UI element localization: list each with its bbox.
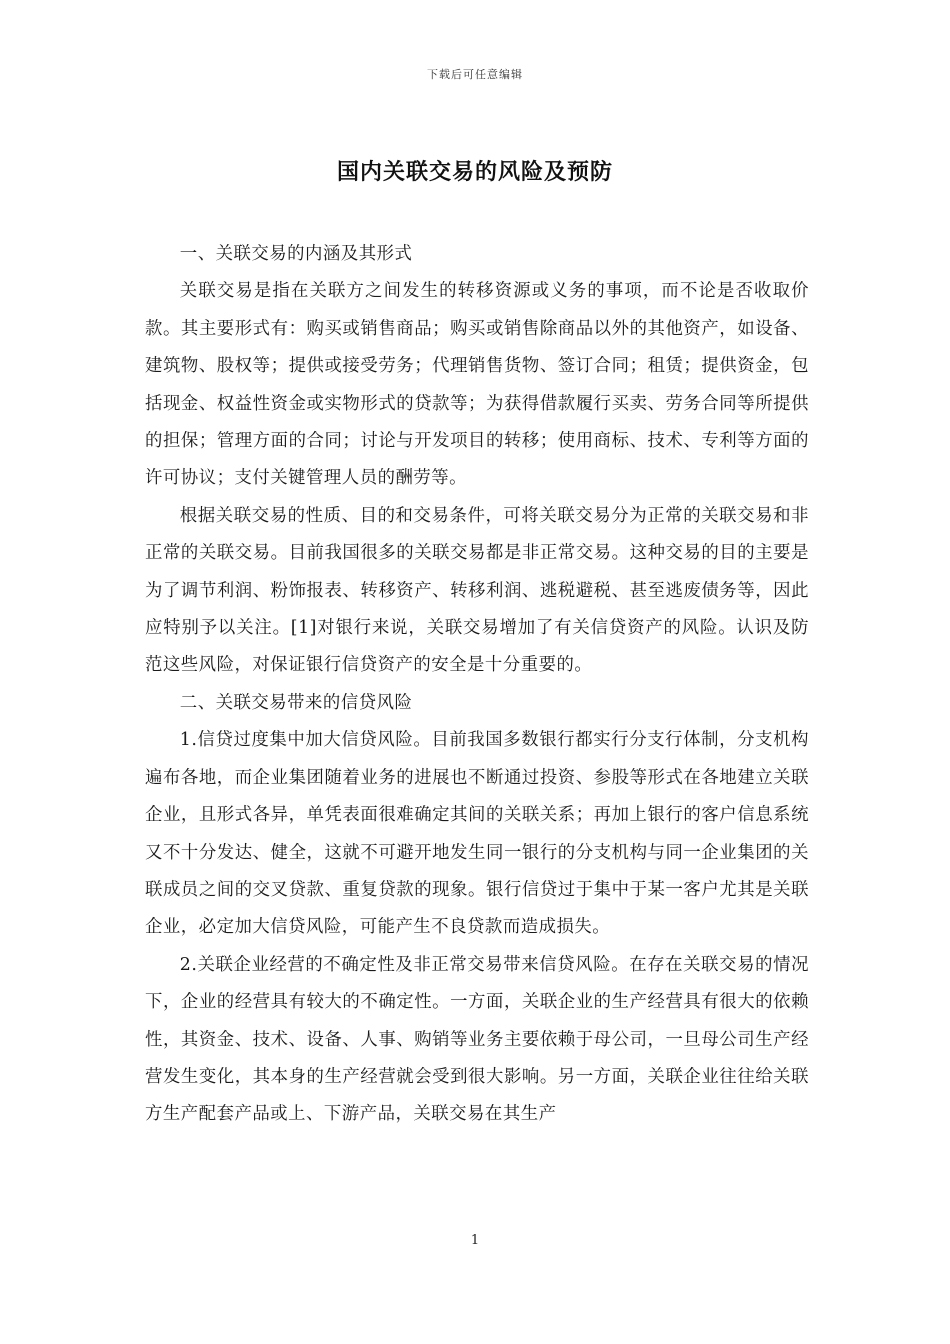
document-title: 国内关联交易的风险及预防 xyxy=(336,160,613,185)
paragraph: 2.关联企业经营的不确定性及非正常交易带来信贷风险。在存在关联交易的情况下，企业的经营具有较大的不确定性。一方面，关联企业的生产经营具有很大的依赖性，其资金、技术、设备、人事、购销等业务主要依赖于母公司，一旦母公司生产经营发生变化，其本身的生产经营就会受到很大影响。另一方面，关联企业往往给关联方生产配套产品或上、下游产品，关联交易在其生产 xyxy=(145,954,809,1125)
paragraph: 1.信贷过度集中加大信贷风险。目前我国多数银行都实行分支行体制，分支机构遍布各地，而企业集团随着业务的进展也不断通过投资、参股等形式在各地建立关联企业，且形式各异，单凭表面很难确定其间的关联关系；再加上银行的客户信息系统又不十分发达、健全，这就不可避开地发生同一银行的分支机构与同一企业集团的关联成员之间的交叉贷款、重复贷款的现象。银行信贷过于集中于某一客户尤其是关联企业，必定加大信贷风险，可能产生不良贷款而造成损失。 xyxy=(145,730,809,938)
section-heading-2: 二、关联交易带来的信贷风险 xyxy=(179,692,413,713)
paragraph: 关联交易是指在关联方之间发生的转移资源或义务的事项，而不论是否收取价款。其主要形式有：购买或销售商品；购买或销售除商品以外的其他资产，如设备、建筑物、股权等；提供或接受劳务；代理销售货物、签订合同；租赁；提供资金，包括现金、权益性资金或实物形式的贷款等；为获得借款履行买卖、劳务合同等所提供的担保；管理方面的合同；讨论与开发项目的转移；使用商标、技术、专利等方面的许可协议；支付关键管理人员的酬劳等。 xyxy=(145,281,809,489)
section-heading-1: 一、关联交易的内涵及其形式 xyxy=(179,244,413,264)
page-number: 1 xyxy=(470,1233,480,1248)
paragraph: 根据关联交易的性质、目的和交易条件，可将关联交易分为正常的关联交易和非正常的关联交易。目前我国很多的关联交易都是非正常交易。这种交易的目的主要是为了调节利润、粉饰报表、转移资产、转移利润、逃税避税、甚至逃废债务等，因此应特别予以关注。[1]对银行来说，关联交易增加了有关信贷资产的风险。认识及防范这些风险，对保证银行信贷资产的安全是十分重要的。 xyxy=(145,505,809,676)
document-body xyxy=(145,236,809,1134)
page-header-note: 下载后可任意编辑 xyxy=(427,68,523,81)
